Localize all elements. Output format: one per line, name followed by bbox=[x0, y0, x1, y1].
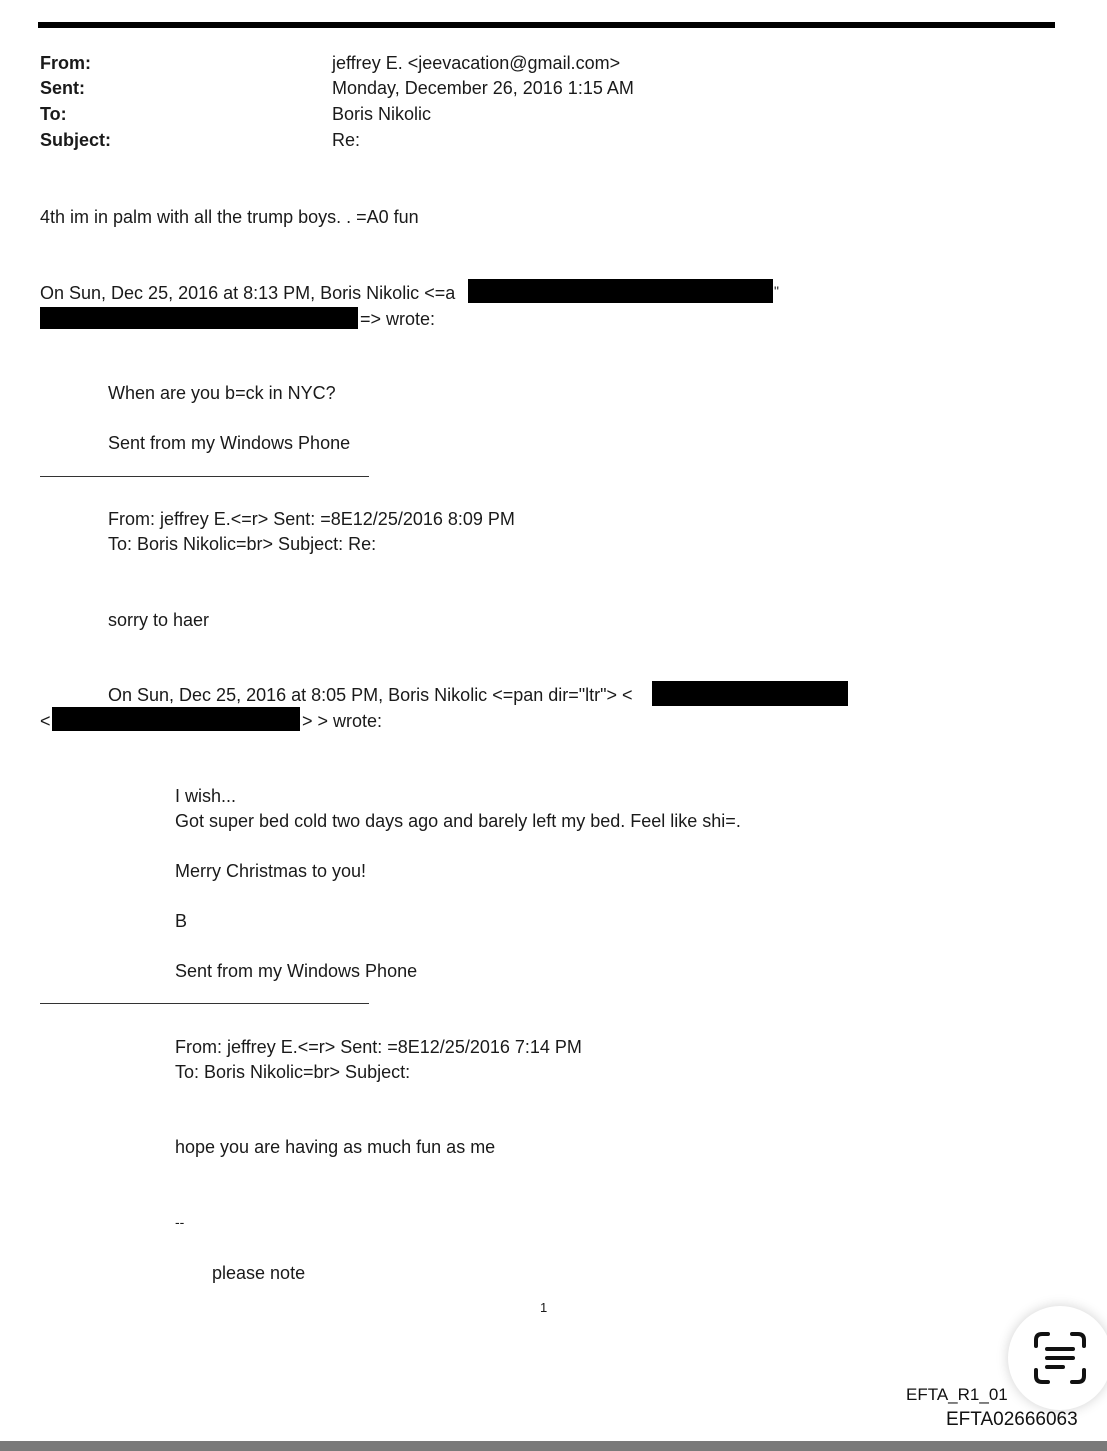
msg3-header-line2: To: Boris Nikolic=br> Subject: bbox=[175, 1062, 411, 1082]
to-value: Boris Nikolic bbox=[332, 104, 432, 124]
quote2-signature: Sent from my Windows Phone bbox=[175, 961, 418, 981]
msg2-header-line1: From: jeffrey E.<=r> Sent: =8E12/25/2016 8:09 PM bbox=[108, 509, 515, 529]
quote2-intro-lt: < bbox=[40, 711, 51, 731]
quote1-intro-quote: " bbox=[774, 283, 779, 299]
msg3-note: please note bbox=[212, 1263, 306, 1283]
from-label: From: bbox=[40, 53, 91, 73]
bottom-edge-bar bbox=[0, 1441, 1107, 1451]
separator-rule bbox=[40, 476, 369, 477]
efta-code: EFTA02666063 bbox=[946, 1409, 1078, 1430]
redaction-bar bbox=[468, 279, 773, 303]
msg3-header-line1: From: jeffrey E.<=r> Sent: =8E12/25/2016 7:14 PM bbox=[175, 1037, 582, 1057]
redaction-bar bbox=[652, 681, 848, 706]
efta-code-partial: EFTA_R1_01 bbox=[906, 1385, 1008, 1404]
reply-text: 4th im in palm with all the trump boys. . =A0 fun bbox=[40, 207, 419, 227]
sent-value: Monday, December 26, 2016 1:15 AM bbox=[332, 78, 634, 98]
quote1-intro: On Sun, Dec 25, 2016 at 8:13 PM, Boris Nikolic <=a bbox=[40, 283, 456, 303]
subject-value: Re: bbox=[332, 130, 361, 150]
quote1-text: When are you b=ck in NYC? bbox=[108, 383, 336, 403]
msg2-header-line2: To: Boris Nikolic=br> Subject: Re: bbox=[108, 534, 377, 554]
text-scan-icon bbox=[1032, 1330, 1088, 1386]
top-rule bbox=[38, 22, 1055, 28]
quote2-text-line3: Merry Christmas to you! bbox=[175, 861, 367, 881]
msg3-dashes: -- bbox=[175, 1214, 185, 1230]
redaction-bar bbox=[40, 307, 358, 329]
text-scan-button[interactable] bbox=[1008, 1306, 1107, 1410]
redaction-bar bbox=[52, 707, 300, 731]
to-label: To: bbox=[40, 104, 67, 124]
separator-rule bbox=[40, 1003, 369, 1004]
quote2-intro: On Sun, Dec 25, 2016 at 8:05 PM, Boris Nikolic <=pan dir="ltr"> < bbox=[108, 685, 633, 705]
subject-label: Subject: bbox=[40, 130, 112, 150]
quote2-text-line2: Got super bed cold two days ago and barely left my bed. Feel like shi=. bbox=[175, 811, 741, 831]
msg2-text: sorry to haer bbox=[108, 610, 210, 630]
quote1-intro-wrote: => wrote: bbox=[360, 309, 436, 329]
quote2-intro-wrote: > > wrote: bbox=[302, 711, 383, 731]
from-value: jeffrey E. <jeevacation@gmail.com> bbox=[332, 53, 621, 73]
quote1-signature: Sent from my Windows Phone bbox=[108, 433, 351, 453]
quote2-text-line1: I wish... bbox=[175, 786, 237, 806]
page-number: 1 bbox=[540, 1300, 548, 1315]
quote2-text-line4: B bbox=[175, 911, 188, 931]
msg3-text: hope you are having as much fun as me bbox=[175, 1137, 496, 1157]
sent-label: Sent: bbox=[40, 78, 85, 98]
